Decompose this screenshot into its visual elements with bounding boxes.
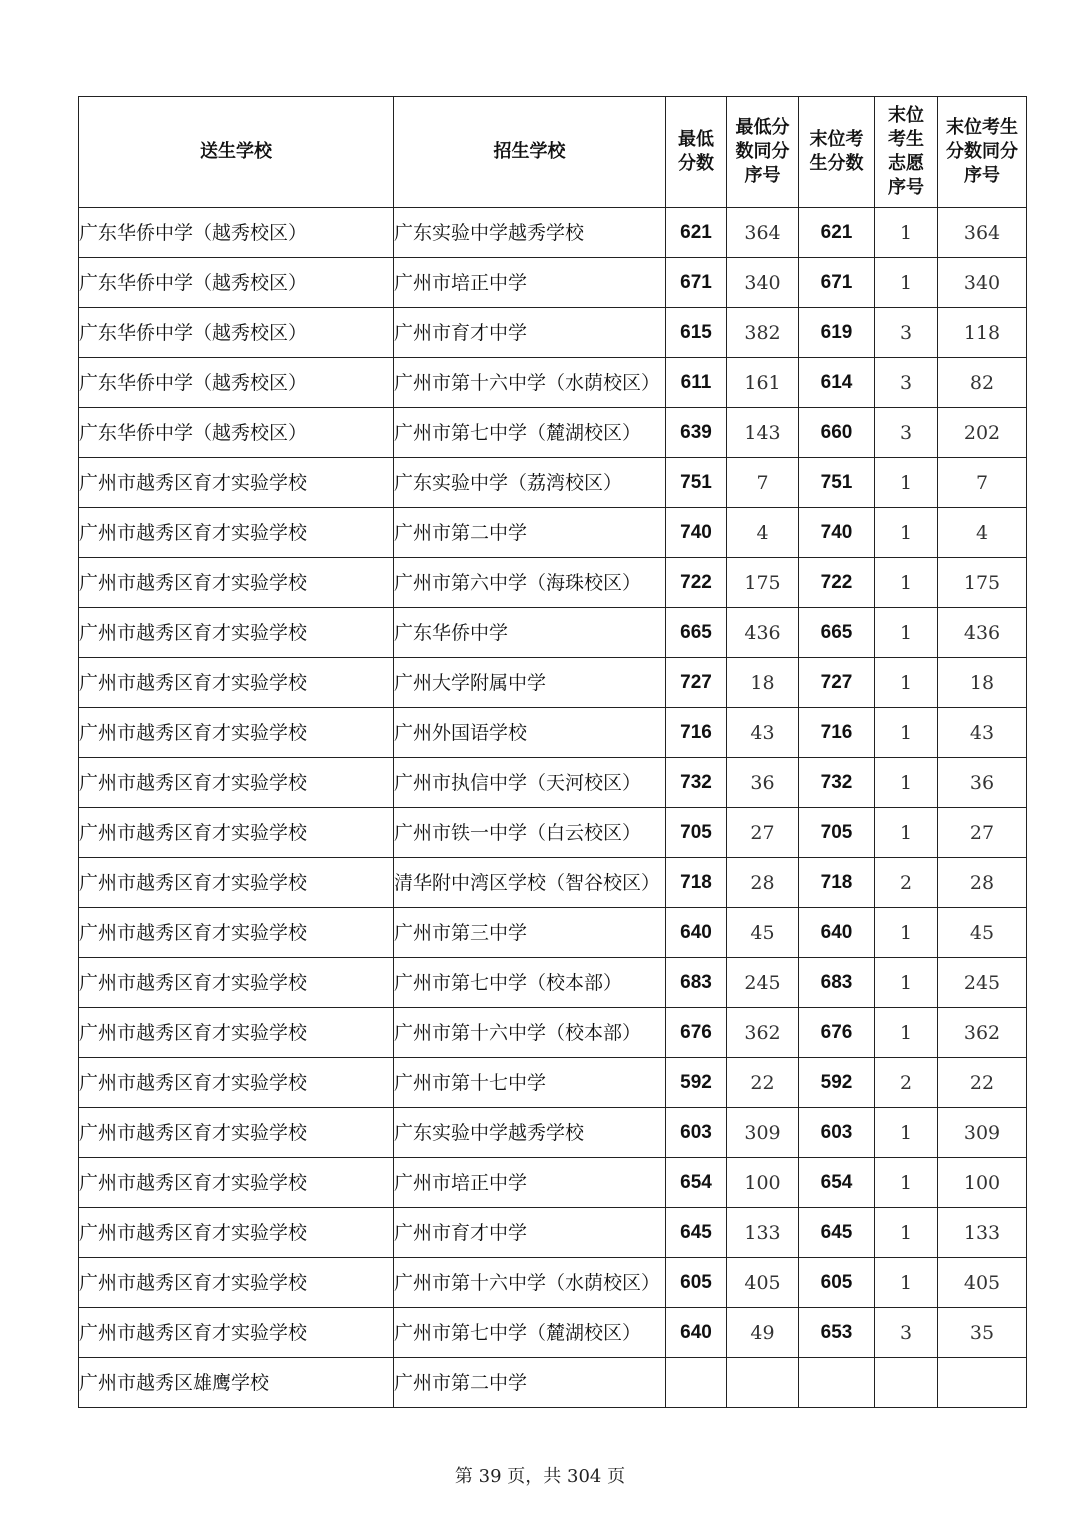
last-choice-order-cell: 1 (875, 658, 938, 708)
min-score-cell: 722 (666, 558, 727, 608)
last-choice-order-cell: 1 (875, 758, 938, 808)
min-score-rank-cell: 133 (727, 1208, 799, 1258)
sending-school-cell: 广东华侨中学（越秀校区） (79, 208, 394, 258)
min-score-rank-cell: 100 (727, 1158, 799, 1208)
min-score-cell: 611 (666, 358, 727, 408)
table-row (79, 458, 1027, 508)
min-score-cell: 751 (666, 458, 727, 508)
sending-school-cell: 广东华侨中学（越秀校区） (79, 258, 394, 308)
admitting-school-cell: 清华附中湾区学校（智谷校区） (394, 858, 666, 908)
last-score-rank-cell (938, 1358, 1027, 1408)
min-score-cell: 605 (666, 1258, 727, 1308)
last-score-cell: 671 (799, 258, 875, 308)
last-score-rank-cell: 43 (938, 708, 1027, 758)
admitting-school-cell: 广州市培正中学 (394, 1158, 666, 1208)
last-score-cell: 640 (799, 908, 875, 958)
table-row (79, 958, 1027, 1008)
admission-score-table (78, 96, 1027, 1408)
admitting-school-cell: 广州市培正中学 (394, 258, 666, 308)
admitting-school-cell: 广东实验中学越秀学校 (394, 1108, 666, 1158)
min-score-rank-cell: 143 (727, 408, 799, 458)
last-choice-order-cell: 1 (875, 708, 938, 758)
sending-school-cell: 广州市越秀区育才实验学校 (79, 458, 394, 508)
sending-school-cell: 广州市越秀区育才实验学校 (79, 958, 394, 1008)
last-score-rank-cell: 118 (938, 308, 1027, 358)
last-score-rank-cell: 340 (938, 258, 1027, 308)
sending-school-cell: 广东华侨中学（越秀校区） (79, 408, 394, 458)
min-score-cell: 740 (666, 508, 727, 558)
last-score-cell: 605 (799, 1258, 875, 1308)
sending-school-cell: 广州市越秀区育才实验学校 (79, 1208, 394, 1258)
last-score-rank-cell: 7 (938, 458, 1027, 508)
sending-school-cell: 广州市越秀区育才实验学校 (79, 1058, 394, 1108)
min-score-rank-cell: 161 (727, 358, 799, 408)
header-sending-school: 送生学校 (79, 97, 394, 208)
sending-school-cell: 广州市越秀区雄鹰学校 (79, 1358, 394, 1408)
table-row (79, 658, 1027, 708)
last-choice-order-cell: 1 (875, 558, 938, 608)
last-choice-order-cell: 1 (875, 1158, 938, 1208)
last-choice-order-cell: 1 (875, 1108, 938, 1158)
last-score-cell: 722 (799, 558, 875, 608)
min-score-cell: 732 (666, 758, 727, 808)
admitting-school-cell: 广州市育才中学 (394, 1208, 666, 1258)
min-score-rank-cell: 436 (727, 608, 799, 658)
last-choice-order-cell: 1 (875, 508, 938, 558)
last-score-rank-cell: 133 (938, 1208, 1027, 1258)
last-choice-order-cell: 1 (875, 958, 938, 1008)
header-last-choice-order: 末位考生志愿序号 (875, 97, 938, 208)
last-choice-order-cell: 1 (875, 1008, 938, 1058)
min-score-cell: 603 (666, 1108, 727, 1158)
last-score-rank-cell: 309 (938, 1108, 1027, 1158)
last-score-rank-cell: 45 (938, 908, 1027, 958)
admitting-school-cell: 广州市第七中学（麓湖校区） (394, 1308, 666, 1358)
min-score-rank-cell: 405 (727, 1258, 799, 1308)
last-score-rank-cell: 28 (938, 858, 1027, 908)
min-score-rank-cell (727, 1358, 799, 1408)
admitting-school-cell: 广州市第六中学（海珠校区） (394, 558, 666, 608)
min-score-cell: 705 (666, 808, 727, 858)
min-score-cell: 640 (666, 1308, 727, 1358)
table-row (79, 1158, 1027, 1208)
min-score-rank-cell: 22 (727, 1058, 799, 1108)
min-score-cell (666, 1358, 727, 1408)
admitting-school-cell: 广州市执信中学（天河校区） (394, 758, 666, 808)
last-choice-order-cell: 3 (875, 1308, 938, 1358)
last-score-rank-cell: 100 (938, 1158, 1027, 1208)
sending-school-cell: 广州市越秀区育才实验学校 (79, 908, 394, 958)
sending-school-cell: 广州市越秀区育才实验学校 (79, 858, 394, 908)
table-row (79, 1108, 1027, 1158)
table-row (79, 558, 1027, 608)
sending-school-cell: 广东华侨中学（越秀校区） (79, 358, 394, 408)
min-score-rank-cell: 364 (727, 208, 799, 258)
min-score-rank-cell: 362 (727, 1008, 799, 1058)
min-score-cell: 640 (666, 908, 727, 958)
min-score-cell: 654 (666, 1158, 727, 1208)
table-row (79, 258, 1027, 308)
admitting-school-cell: 广州市第三中学 (394, 908, 666, 958)
last-choice-order-cell: 1 (875, 908, 938, 958)
page-footer: 第 39 页，共 304 页 (454, 1466, 626, 1487)
sending-school-cell: 广东华侨中学（越秀校区） (79, 308, 394, 358)
min-score-cell: 645 (666, 1208, 727, 1258)
min-score-cell: 639 (666, 408, 727, 458)
last-score-rank-cell: 436 (938, 608, 1027, 658)
last-choice-order-cell: 1 (875, 808, 938, 858)
last-score-cell: 614 (799, 358, 875, 408)
admitting-school-cell: 广州市第七中学（麓湖校区） (394, 408, 666, 458)
table-row (79, 1258, 1027, 1308)
min-score-rank-cell: 4 (727, 508, 799, 558)
min-score-rank-cell: 7 (727, 458, 799, 508)
min-score-rank-cell: 43 (727, 708, 799, 758)
last-score-cell: 660 (799, 408, 875, 458)
sending-school-cell: 广州市越秀区育才实验学校 (79, 658, 394, 708)
admitting-school-cell: 广州大学附属中学 (394, 658, 666, 708)
table-row (79, 908, 1027, 958)
admitting-school-cell: 广州市育才中学 (394, 308, 666, 358)
table-body (79, 208, 1027, 1408)
last-score-rank-cell: 18 (938, 658, 1027, 708)
last-score-cell: 619 (799, 308, 875, 358)
table-row (79, 608, 1027, 658)
last-choice-order-cell: 1 (875, 208, 938, 258)
min-score-cell: 727 (666, 658, 727, 708)
last-score-cell: 621 (799, 208, 875, 258)
min-score-rank-cell: 18 (727, 658, 799, 708)
last-score-rank-cell: 35 (938, 1308, 1027, 1358)
last-score-rank-cell: 27 (938, 808, 1027, 858)
table-row (79, 1358, 1027, 1408)
last-score-rank-cell: 82 (938, 358, 1027, 408)
table-row (79, 1308, 1027, 1358)
sending-school-cell: 广州市越秀区育才实验学校 (79, 808, 394, 858)
min-score-rank-cell: 45 (727, 908, 799, 958)
last-score-cell: 705 (799, 808, 875, 858)
admitting-school-cell: 广州市第十六中学（水荫校区） (394, 358, 666, 408)
min-score-cell: 676 (666, 1008, 727, 1058)
sending-school-cell: 广州市越秀区育才实验学校 (79, 708, 394, 758)
table-row (79, 208, 1027, 258)
last-score-rank-cell: 36 (938, 758, 1027, 808)
last-score-rank-cell: 245 (938, 958, 1027, 1008)
min-score-rank-cell: 28 (727, 858, 799, 908)
min-score-cell: 621 (666, 208, 727, 258)
min-score-rank-cell: 309 (727, 1108, 799, 1158)
table-header-row (79, 97, 1027, 208)
last-choice-order-cell: 1 (875, 608, 938, 658)
table-row (79, 308, 1027, 358)
admitting-school-cell: 广州市第十六中学（水荫校区） (394, 1258, 666, 1308)
table-row (79, 1208, 1027, 1258)
admitting-school-cell: 广州市第十六中学（校本部） (394, 1008, 666, 1058)
last-score-cell (799, 1358, 875, 1408)
table-row (79, 758, 1027, 808)
table-row (79, 808, 1027, 858)
min-score-rank-cell: 245 (727, 958, 799, 1008)
admitting-school-cell: 广州市第十七中学 (394, 1058, 666, 1108)
min-score-rank-cell: 382 (727, 308, 799, 358)
min-score-rank-cell: 36 (727, 758, 799, 808)
last-score-cell: 751 (799, 458, 875, 508)
last-score-cell: 716 (799, 708, 875, 758)
min-score-cell: 718 (666, 858, 727, 908)
last-score-cell: 718 (799, 858, 875, 908)
last-score-rank-cell: 364 (938, 208, 1027, 258)
last-score-cell: 727 (799, 658, 875, 708)
last-choice-order-cell: 1 (875, 458, 938, 508)
table-row (79, 408, 1027, 458)
min-score-cell: 615 (666, 308, 727, 358)
last-choice-order-cell: 1 (875, 258, 938, 308)
last-choice-order-cell: 1 (875, 1258, 938, 1308)
sending-school-cell: 广州市越秀区育才实验学校 (79, 1158, 394, 1208)
admitting-school-cell: 广州市第七中学（校本部） (394, 958, 666, 1008)
admitting-school-cell: 广东实验中学越秀学校 (394, 208, 666, 258)
last-score-cell: 653 (799, 1308, 875, 1358)
last-score-cell: 645 (799, 1208, 875, 1258)
min-score-rank-cell: 49 (727, 1308, 799, 1358)
last-choice-order-cell: 2 (875, 1058, 938, 1108)
last-score-rank-cell: 175 (938, 558, 1027, 608)
sending-school-cell: 广州市越秀区育才实验学校 (79, 1008, 394, 1058)
last-score-cell: 603 (799, 1108, 875, 1158)
header-admitting-school: 招生学校 (394, 97, 666, 208)
last-choice-order-cell: 3 (875, 308, 938, 358)
last-choice-order-cell (875, 1358, 938, 1408)
min-score-cell: 665 (666, 608, 727, 658)
last-score-rank-cell: 405 (938, 1258, 1027, 1308)
sending-school-cell: 广州市越秀区育才实验学校 (79, 1308, 394, 1358)
last-choice-order-cell: 2 (875, 858, 938, 908)
last-choice-order-cell: 1 (875, 1208, 938, 1258)
sending-school-cell: 广州市越秀区育才实验学校 (79, 1108, 394, 1158)
min-score-cell: 716 (666, 708, 727, 758)
admitting-school-cell: 广东实验中学（荔湾校区） (394, 458, 666, 508)
admitting-school-cell: 广东华侨中学 (394, 608, 666, 658)
sending-school-cell: 广州市越秀区育才实验学校 (79, 758, 394, 808)
header-min-score-rank: 最低分数同分序号 (727, 97, 799, 208)
admitting-school-cell: 广州市第二中学 (394, 508, 666, 558)
last-score-cell: 654 (799, 1158, 875, 1208)
sending-school-cell: 广州市越秀区育才实验学校 (79, 1258, 394, 1308)
last-score-rank-cell: 4 (938, 508, 1027, 558)
header-last-score: 末位考生分数 (799, 97, 875, 208)
min-score-cell: 683 (666, 958, 727, 1008)
min-score-rank-cell: 27 (727, 808, 799, 858)
min-score-rank-cell: 175 (727, 558, 799, 608)
last-score-cell: 665 (799, 608, 875, 658)
last-score-rank-cell: 22 (938, 1058, 1027, 1108)
last-score-cell: 732 (799, 758, 875, 808)
admitting-school-cell: 广州市第二中学 (394, 1358, 666, 1408)
table-row (79, 1058, 1027, 1108)
admitting-school-cell: 广州市铁一中学（白云校区） (394, 808, 666, 858)
header-min-score: 最低分数 (666, 97, 727, 208)
table-row (79, 1008, 1027, 1058)
header-last-score-rank: 末位考生分数同分序号 (938, 97, 1027, 208)
min-score-cell: 592 (666, 1058, 727, 1108)
sending-school-cell: 广州市越秀区育才实验学校 (79, 508, 394, 558)
sending-school-cell: 广州市越秀区育才实验学校 (79, 558, 394, 608)
table-row (79, 708, 1027, 758)
min-score-cell: 671 (666, 258, 727, 308)
table-row (79, 858, 1027, 908)
table-row (79, 508, 1027, 558)
last-score-cell: 592 (799, 1058, 875, 1108)
sending-school-cell: 广州市越秀区育才实验学校 (79, 608, 394, 658)
last-choice-order-cell: 3 (875, 408, 938, 458)
min-score-rank-cell: 340 (727, 258, 799, 308)
last-score-rank-cell: 362 (938, 1008, 1027, 1058)
last-score-cell: 683 (799, 958, 875, 1008)
admitting-school-cell: 广州外国语学校 (394, 708, 666, 758)
table-row (79, 358, 1027, 408)
last-score-rank-cell: 202 (938, 408, 1027, 458)
last-score-cell: 676 (799, 1008, 875, 1058)
last-choice-order-cell: 3 (875, 358, 938, 408)
last-score-cell: 740 (799, 508, 875, 558)
